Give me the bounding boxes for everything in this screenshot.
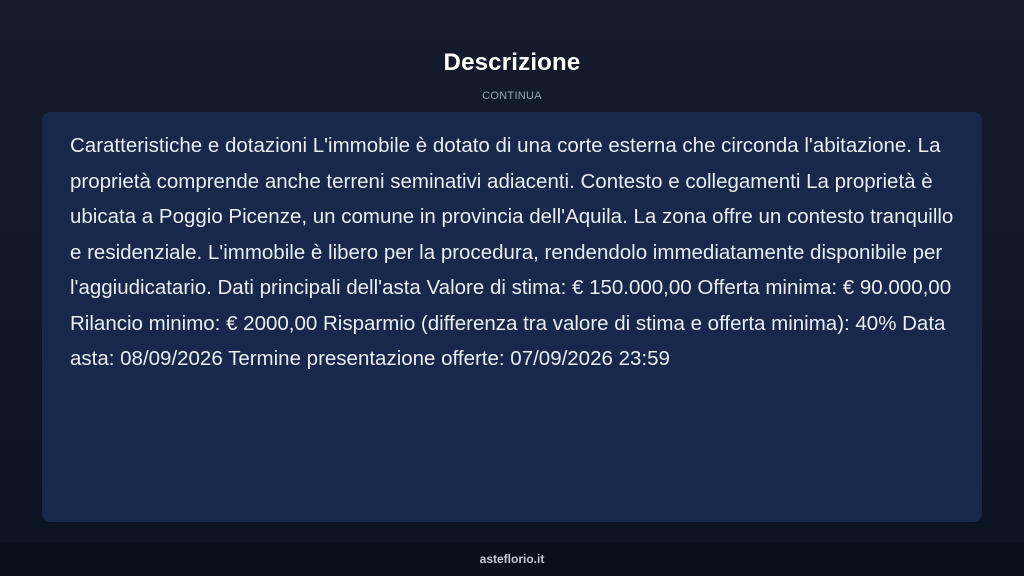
footer-site-label: asteflorio.it	[479, 552, 545, 566]
description-card	[42, 112, 982, 522]
page-title: Descrizione	[443, 49, 581, 76]
description-text: Caratteristiche e dotazioni L'immobile è dotato di una corte esterna che circonda l'abitazione. La proprietà comprende anche terreni seminativi adiacenti. Contesto e collegamenti La proprietà è ubicata a Poggio Picenze, un comune in provincia dell'Aquila. La zona offre un contesto tranquillo e residenziale. L'immobile è libero per la procedura, rendendolo immediatamente disponibile per l'aggiudicatario. Dati principali dell'asta Valore di stima: € 150.000,00 Offerta minima: € 90.000,00 Rilancio minimo: € 2000,00 Risparmio (differenza tra valore di stima e offerta minima): 40% Data asta: 08/09/2026 Termine presentazione offerte: 07/09/2026 23:59	[70, 134, 954, 370]
continue-label[interactable]: CONTINUA	[482, 90, 542, 102]
